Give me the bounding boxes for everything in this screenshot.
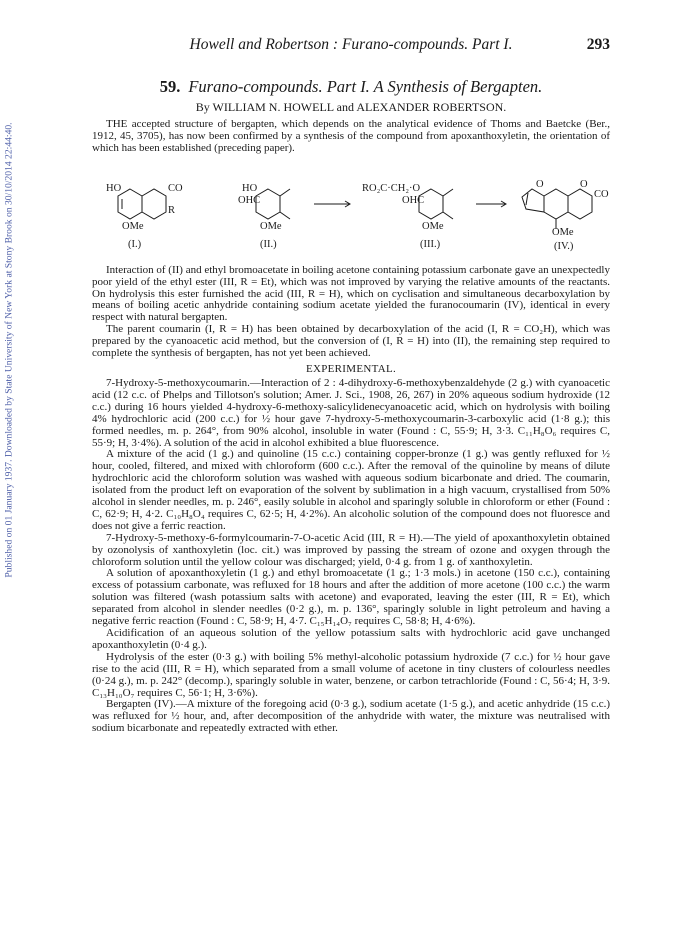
reaction-scheme <box>92 159 610 261</box>
experimental-paragraph: 7-Hydroxy-5-methoxy-6-formylcoumarin-7-O-acetic Acid (III, R = H).—The yield of apoxanthoxyletin obtained by ozonolysis of xanthoxyletin (loc. cit.) was improved by passing the stream of ozone and oxygen through the chloroform solution until the yellow colour was discharged; yield, 0·4 g. from 1 g. of xanthoxyletin. <box>92 531 610 568</box>
article-title <box>92 77 610 97</box>
group-ester: RO₂C·CH₂·O <box>362 182 421 194</box>
section-heading: EXPERIMENTAL. <box>305 362 397 375</box>
article-title-text: Furano-compounds. Part I. A Synthesis of Bergapten. <box>188 77 543 96</box>
group-ohc: OHC <box>238 194 261 206</box>
experimental-paragraph: Bergapten (IV).—A mixture of the foregoing acid (0·3 g.), sodium acetate (1·5 g.), and acetic anhydride (15 c.c.) was refluxed for ½ hour, and, after decomposition of the anhydride with water, the mixture was neutralised with sodium bicarbonate and repeatedly extracted with ether. <box>92 698 610 735</box>
label-ii: (II.) <box>260 238 277 250</box>
experimental-paragraph: Hydrolysis of the ester (0·3 g.) with boiling 5% methyl-alcoholic potassium hydroxide (7 c.c.) for ½ hour gave rise to the acid (III, R = H), which separated from a small volume of acetone in tiny clusters of colourless needles (0·24 g.), m. p. 242° (decomp.), sparingly soluble in water, benzene, or carbon tetrachloride (Found : C, 56·4; H, 3·9. C₁₃H₁₀O₇ requires C, 56·1; H, 3·6%). <box>92 650 610 699</box>
label-i: (I.) <box>128 238 142 250</box>
bond <box>526 193 528 205</box>
download-watermark <box>2 90 16 610</box>
furan-ring <box>522 189 544 212</box>
label-iv: (IV.) <box>554 240 574 252</box>
body-paragraph: Interaction of (II) and ethyl bromoacetate in boiling acetone containing potassium carbonate gave an unexpectedly poor yield of the ethyl ester (III, R = Et), which was not improved by varying the relative amounts of the reactants. On hydrolysis this ester furnished the acid (III, R = H), which on cyclisation and simultaneous decarboxylation by means of boiling acetic anhydride containing sodium acetate yielded the furanocoumarin (IV), identical in every respect with natural bergapten. <box>92 263 610 324</box>
page-number: 293 <box>586 36 610 53</box>
running-title: Howell and Robertson : Furano-compounds. Part I. <box>189 36 513 53</box>
group-ho: HO <box>106 182 122 194</box>
group-r: R <box>168 204 176 216</box>
group-ohc: OHC <box>402 194 425 206</box>
ring-iv-a <box>544 189 568 219</box>
article-number: 59. <box>159 77 181 96</box>
experimental-paragraph: A mixture of the acid (1 g.) and quinoline (15 c.c.) containing copper-bronze (1 g.) was gently refluxed for ½ hour, cooled, filtered, and mixed with chloroform (600 c.c.). After the removal of the quinoline by means of dilute hydrochloric acid the chloroform solution was washed with aqueous sodium bicarbonate and dried. The coumarin, isolated from the product left on evaporation of the solvent by sublimation in a high vacuum, crystallised from 50% alcohol in slender needles, m. p. 246°, easily soluble in alcohol and sparingly soluble in chloroform or ether (Found : C, 62·9; H, 4·2. C₁₀H₈O₄ requires C, 62·5; H, 4·2%). An alcoholic solution of the compound does not fluoresce and does not give a ferric reaction. <box>92 448 610 532</box>
bond <box>280 189 290 196</box>
bond <box>443 212 453 219</box>
bond <box>443 189 453 196</box>
journal-page <box>92 36 610 735</box>
ring-i-b <box>142 189 166 219</box>
running-header <box>92 36 610 58</box>
group-ome: OMe <box>422 220 444 232</box>
intro-paragraph: THE accepted structure of bergapten, which depends on the analytical evidence of Thoms and Baetcke (Ber., 1912, 45, 3705), has now been confirmed by a synthesis of the compound from apoxanthoxyletin, the orientation of which has been established (preceding paper). <box>92 118 610 154</box>
watermark-text: Published on 01 January 1937. Downloaded by State University of New York at Stony Brook on 30/10/2014 22:44:40. <box>3 122 15 578</box>
ring-iv-b <box>568 189 592 219</box>
bond <box>280 212 290 219</box>
group-ho: HO <box>242 182 258 194</box>
group-co: CO <box>168 182 183 194</box>
structures-drawing <box>86 159 616 261</box>
group-o: O <box>536 178 544 190</box>
group-co: CO <box>594 188 609 200</box>
label-iii: (III.) <box>420 238 441 250</box>
experimental-paragraph: Acidification of an aqueous solution of the yellow potassium salts with hydrochloric acid gave unchanged apoxanthoxyletin (0·4 g.). <box>92 627 610 651</box>
group-ome: OMe <box>260 220 282 232</box>
experimental-paragraph: 7-Hydroxy-5-methoxycoumarin.—Interaction of 2 : 4-dihydroxy-6-methoxybenzaldehyde (2 g.) with cyanoacetic acid (12 c.c. of Phelps and Tillotson's solution; Amer. J. Sci., 1908, 26, 267) in 20% aqueous sodium hydroxide (12 c.c.) during 16 hours yielded 4-hydroxy-6-methoxy-salicylidenecyanoacetic acid, which on hydrolysis with boiling 4% hydrochloric acid (200 c.c.) for ½ hour gave 7-hydroxy-5-methoxycoumarin-3-carboxylic acid (1·8 g.); this formed needles, m. p. 264°, from 90% alcohol, insoluble in water (Found : C, 55·9; H, 3·3. C₁₁H₈O₆ requires C, 55·9; H, 3·4%). A solution of the acid in alcohol exhibited a blue fluorescence. <box>92 376 610 449</box>
group-o: O <box>580 178 588 190</box>
experimental-paragraph: A solution of apoxanthoxyletin (1 g.) and ethyl bromoacetate (1 g.; 1·3 mols.) in acetone (150 c.c.), containing excess of potassium carbonate, was refluxed for 18 hours and after the addition of more acetone (100 c.c.) the warm solution was filtered (wash potassium salts with acetone) and evaporated, leaving the ester (III, R = Et), which separated from alcohol in slender needles (0·2 g.), m. p. 136°, sparingly soluble in light petroleum and having a negative ferric reaction (Found : C, 58·9; H, 4·7. C₁₅H₁₄O₇ requires C, 58·8; H, 4·6%). <box>92 567 610 628</box>
group-ome: OMe <box>122 220 144 232</box>
body-paragraph: The parent coumarin (I, R = H) has been obtained by decarboxylation of the acid (I, R = CO₂H), which was prepared by the cyanoacetic acid method, but the conversion of (I, R = H) into (II), the remaining step required to complete the synthesis of bergapten, has not yet been achieved. <box>92 323 610 360</box>
byline: By WILLIAM N. HOWELL and ALEXANDER ROBERTSON. <box>195 100 507 114</box>
group-ome: OMe <box>552 226 574 238</box>
